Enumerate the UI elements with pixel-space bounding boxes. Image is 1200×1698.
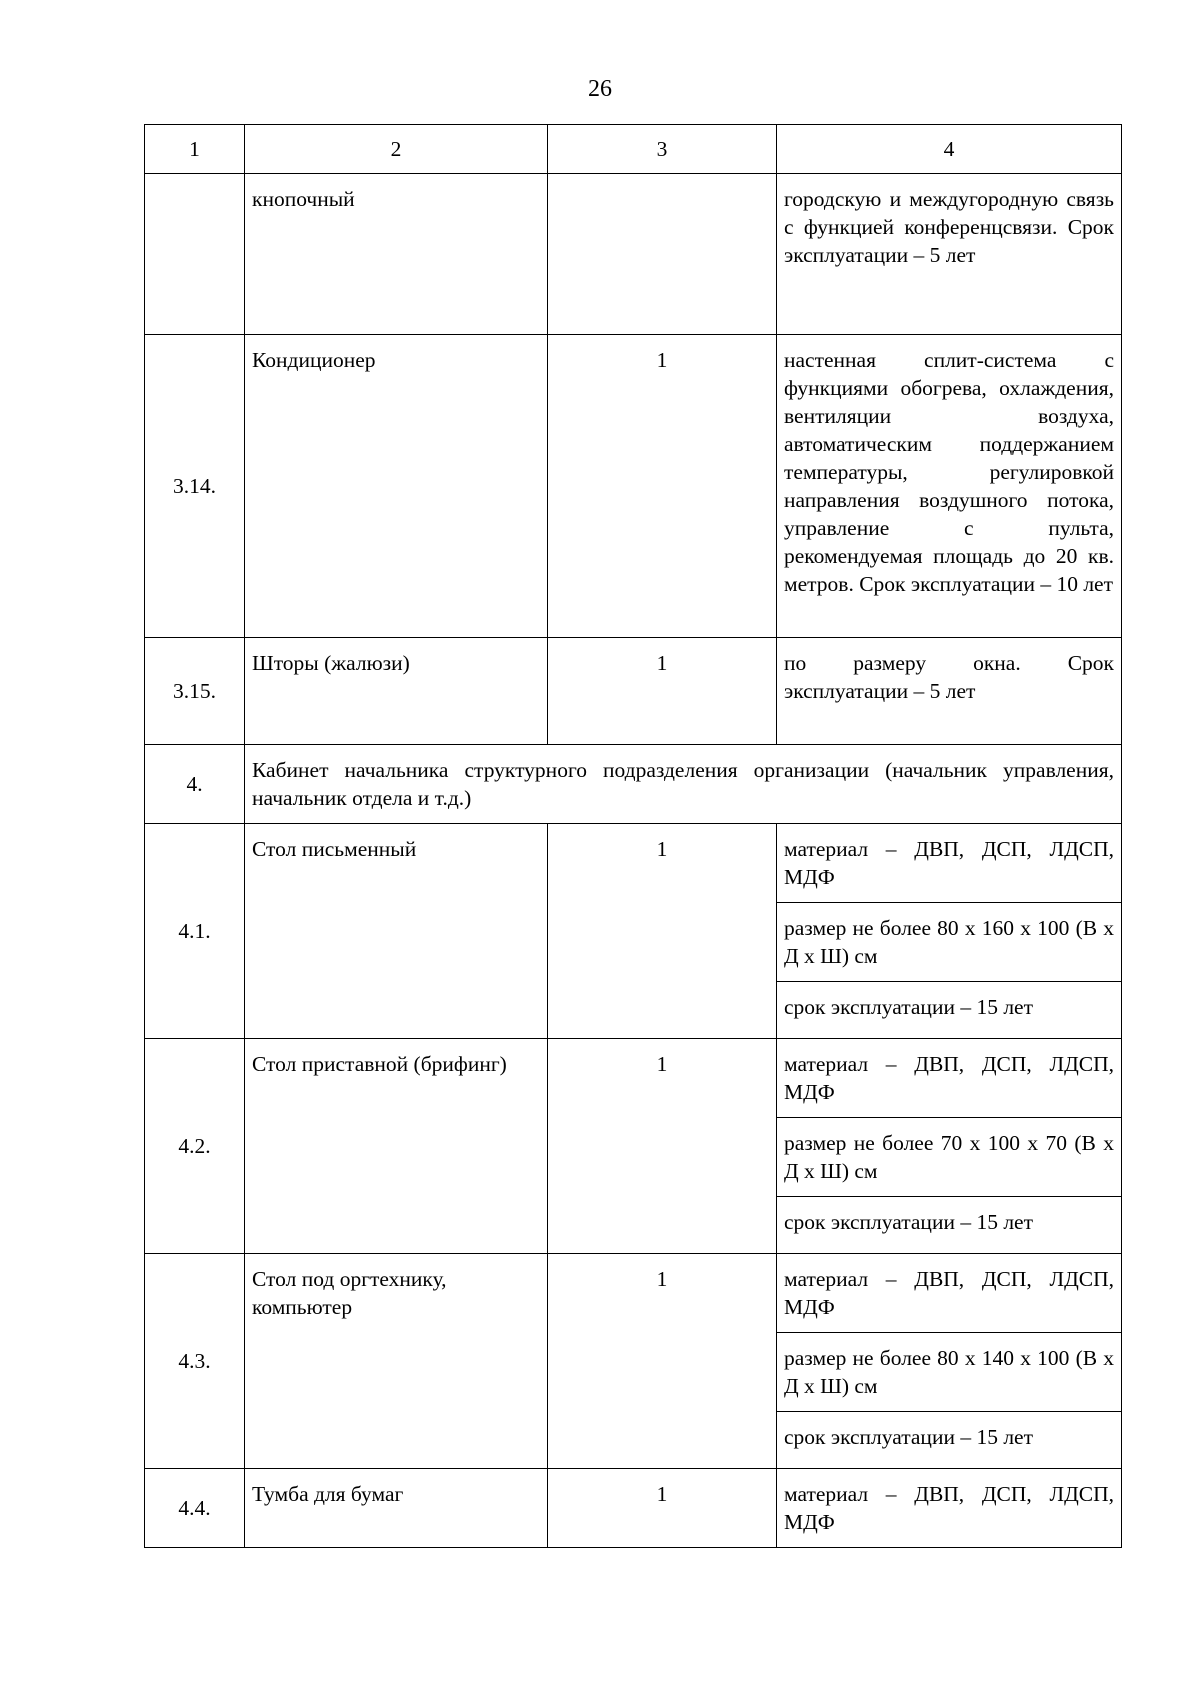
item-term: срок эксплуатации – 15 лет (777, 1412, 1122, 1469)
item-material: материал – ДВП, ДСП, ЛДСП, МДФ (777, 1039, 1122, 1118)
item-term: срок эксплуатации – 15 лет (777, 1197, 1122, 1254)
row-number (145, 174, 245, 335)
table-row (145, 1254, 1122, 1333)
item-quantity: 1 (548, 1039, 777, 1254)
item-quantity: 1 (548, 638, 777, 745)
item-description: по размеру окна. Срок эксплуатации – 5 лет (777, 638, 1122, 745)
section-title: Кабинет начальника структурного подразделения организации (начальник управления, начальник отдела и т.д.) (245, 745, 1122, 824)
row-number: 4.2. (145, 1039, 245, 1254)
row-number: 4.3. (145, 1254, 245, 1469)
item-name: Тумба для бумаг (245, 1469, 548, 1548)
item-size: размер не более 80 х 160 х 100 (В х Д х Ш) см (777, 903, 1122, 982)
item-material: материал – ДВП, ДСП, ЛДСП, МДФ (777, 824, 1122, 903)
item-description: настенная сплит-система с функциями обогрева, охлаждения, вентиляции воздуха, автоматическим поддержанием температуры, регулировкой направления воздушного потока, управление с пульта, рекомендуемая площадь до 20 кв. метров. Срок эксплуатации – 10 лет (777, 335, 1122, 638)
table-row (145, 174, 1122, 335)
column-header-3: 3 (548, 125, 777, 174)
item-material: материал – ДВП, ДСП, ЛДСП, МДФ (777, 1254, 1122, 1333)
page-number: 26 (588, 76, 612, 102)
table-row (145, 1469, 1122, 1548)
table-row (145, 638, 1122, 745)
row-number: 3.14. (145, 335, 245, 638)
item-size: размер не более 70 х 100 х 70 (В х Д х Ш) см (777, 1118, 1122, 1197)
row-number: 4.4. (145, 1469, 245, 1548)
table-row (145, 335, 1122, 638)
column-header-2: 2 (245, 125, 548, 174)
item-quantity: 1 (548, 335, 777, 638)
row-number: 4.1. (145, 824, 245, 1039)
section-row (145, 745, 1122, 824)
column-header-1: 1 (145, 125, 245, 174)
table-row (145, 824, 1122, 903)
section-number: 4. (145, 745, 245, 824)
item-name: Стол приставной (брифинг) (245, 1039, 548, 1254)
item-material: материал – ДВП, ДСП, ЛДСП, МДФ (777, 1469, 1122, 1548)
item-name: Шторы (жалюзи) (245, 638, 548, 745)
item-size: размер не более 80 х 140 х 100 (В х Д х Ш) см (777, 1333, 1122, 1412)
item-quantity: 1 (548, 1254, 777, 1469)
table-header-row (145, 125, 1122, 174)
item-name: Стол письменный (245, 824, 548, 1039)
table-row (145, 1039, 1122, 1118)
equipment-table (144, 124, 1122, 1548)
item-quantity: 1 (548, 824, 777, 1039)
item-name: кнопочный (245, 174, 548, 335)
item-quantity (548, 174, 777, 335)
item-quantity: 1 (548, 1469, 777, 1548)
item-description: городскую и междугородную связь с функцией конференцсвязи. Срок эксплуатации – 5 лет (777, 174, 1122, 335)
item-name: Кондиционер (245, 335, 548, 638)
row-number: 3.15. (145, 638, 245, 745)
item-term: срок эксплуатации – 15 лет (777, 982, 1122, 1039)
column-header-4: 4 (777, 125, 1122, 174)
item-name: Стол под оргтехнику, компьютер (245, 1254, 548, 1469)
